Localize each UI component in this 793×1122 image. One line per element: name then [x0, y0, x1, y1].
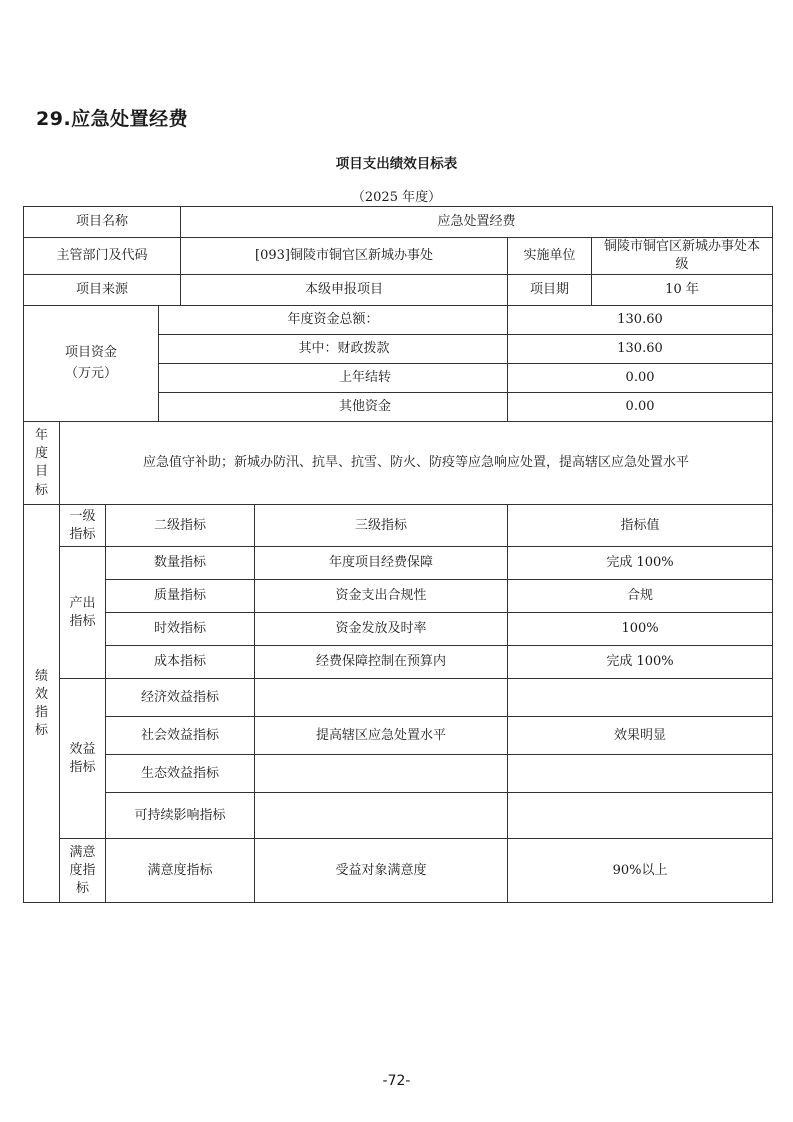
- level2-cell: 社会效益指标: [106, 717, 255, 755]
- funds-row-value: 0.00: [508, 393, 773, 422]
- header-value: 指标值: [508, 505, 773, 547]
- performance-table: [23, 206, 773, 903]
- table-row: [24, 505, 773, 547]
- level3-cell: 提高辖区应急处置水平: [255, 717, 508, 755]
- level3-cell: 资金支出合规性: [255, 580, 508, 613]
- level2-cell: 数量指标: [106, 547, 255, 580]
- output-indicator-label: 产出 指标: [60, 547, 106, 679]
- impl-unit-value: 铜陵市铜官区新城办事处本级: [592, 238, 773, 275]
- period-label: 项目期: [508, 275, 592, 306]
- table-row: [24, 422, 773, 505]
- benefit-indicator-label: 效益 指标: [60, 679, 106, 839]
- value-cell: 完成 100%: [508, 547, 773, 580]
- table-row: [24, 646, 773, 679]
- table-row: [24, 547, 773, 580]
- table-row: [24, 306, 773, 335]
- page-number: -72-: [382, 1073, 411, 1089]
- funds-row-label: 年度资金总额：: [159, 306, 508, 335]
- table-row: [24, 238, 773, 275]
- funds-row-value: 0.00: [508, 364, 773, 393]
- level2-cell: 质量指标: [106, 580, 255, 613]
- value-cell: 效果明显: [508, 717, 773, 755]
- funds-row-label: 其中：财政拨款: [159, 335, 508, 364]
- project-name-label: 项目名称: [24, 207, 181, 238]
- header-level1: 一级 指标: [60, 505, 106, 547]
- level3-cell: [255, 793, 508, 839]
- value-cell: [508, 793, 773, 839]
- funds-row-label: 上年结转: [159, 364, 508, 393]
- table-row: [24, 755, 773, 793]
- level2-cell: 生态效益指标: [106, 755, 255, 793]
- value-cell: 100%: [508, 613, 773, 646]
- year-label: （2025 年度）: [351, 190, 442, 205]
- level3-cell: 受益对象满意度: [255, 839, 508, 903]
- dept-label: 主管部门及代码: [24, 238, 181, 275]
- header-level3: 三级指标: [255, 505, 508, 547]
- value-cell: [508, 755, 773, 793]
- funds-label: 项目资金 （万元）: [24, 306, 159, 422]
- table-row: [24, 613, 773, 646]
- level2-cell: 经济效益指标: [106, 679, 255, 717]
- funds-row-value: 130.60: [508, 335, 773, 364]
- table-row: [24, 679, 773, 717]
- level2-cell: 可持续影响指标: [106, 793, 255, 839]
- table-row: [24, 793, 773, 839]
- annual-goal-label: 年 度 目 标: [24, 422, 60, 505]
- dept-value: [093]铜陵市铜官区新城办事处: [181, 238, 508, 275]
- table-row: [24, 717, 773, 755]
- value-cell: 90%以上: [508, 839, 773, 903]
- funds-row-label: 其他资金: [159, 393, 508, 422]
- value-cell: [508, 679, 773, 717]
- section-heading: 29.应急处置经费: [36, 108, 189, 130]
- source-value: 本级申报项目: [181, 275, 508, 306]
- level3-cell: [255, 679, 508, 717]
- impl-unit-label: 实施单位: [508, 238, 592, 275]
- level3-cell: 年度项目经费保障: [255, 547, 508, 580]
- level2-cell: 成本指标: [106, 646, 255, 679]
- table-row: [24, 580, 773, 613]
- level3-cell: 资金发放及时率: [255, 613, 508, 646]
- level3-cell: 经费保障控制在预算内: [255, 646, 508, 679]
- table-row: [24, 207, 773, 238]
- annual-goal-text: 应急值守补助；新城办防汛、抗旱、抗雪、防火、防疫等应急响应处置，提高辖区应急处置水平: [60, 422, 773, 505]
- level3-cell: [255, 755, 508, 793]
- value-cell: 合规: [508, 580, 773, 613]
- header-level2: 二级指标: [106, 505, 255, 547]
- project-name-value: 应急处置经费: [181, 207, 773, 238]
- level2-cell: 时效指标: [106, 613, 255, 646]
- level2-cell: 满意度指标: [106, 839, 255, 903]
- perf-indicator-label: 绩 效 指 标: [24, 505, 60, 903]
- table-row: [24, 839, 773, 903]
- satisfaction-indicator-label: 满意 度指 标: [60, 839, 106, 903]
- table-row: [24, 275, 773, 306]
- funds-row-value: 130.60: [508, 306, 773, 335]
- period-value: 10 年: [592, 275, 773, 306]
- value-cell: 完成 100%: [508, 646, 773, 679]
- table-title: 项目支出绩效目标表: [335, 156, 458, 172]
- source-label: 项目来源: [24, 275, 181, 306]
